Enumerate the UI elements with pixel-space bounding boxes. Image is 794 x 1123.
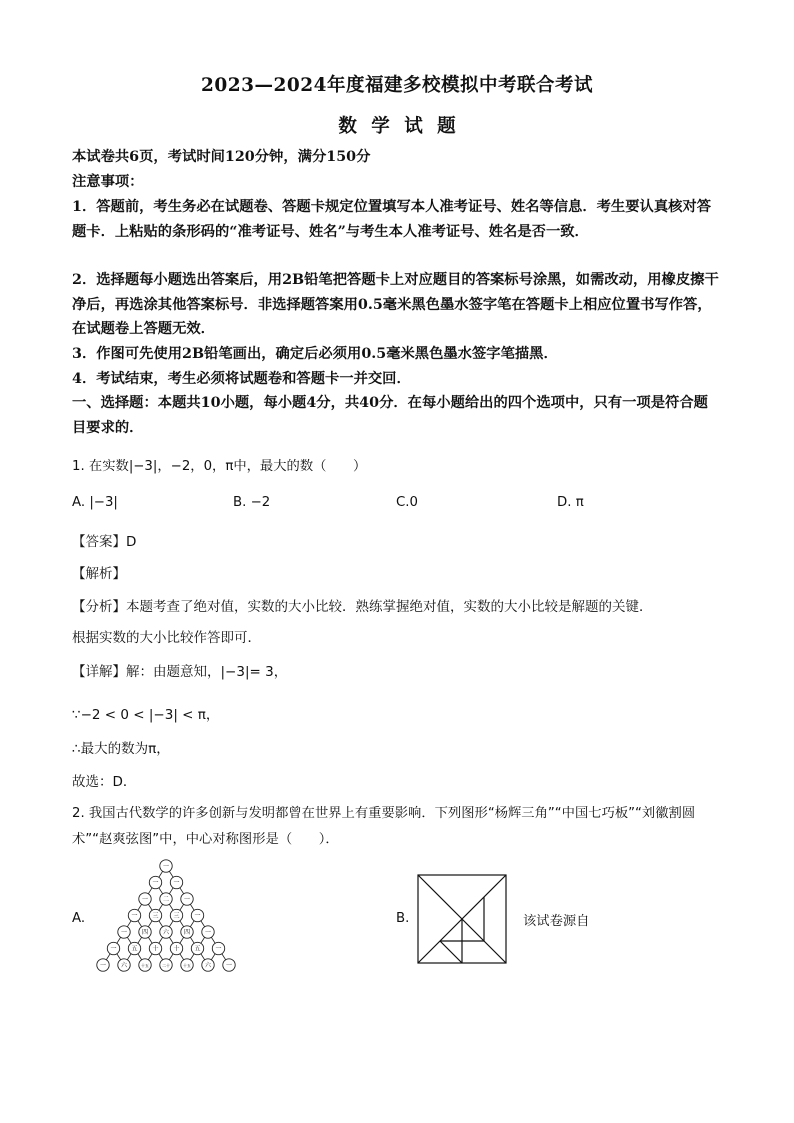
- answer-line: [72, 530, 136, 550]
- question-1-rest: ，−2，0，π中，最大的数（ ）: [157, 459, 367, 474]
- question-1-abs-expr: |−3|: [128, 459, 158, 474]
- option-c-text: 0: [409, 495, 418, 510]
- fenxi-line-2: 根据实数的大小比较作答即可．: [72, 630, 261, 646]
- option-d-text: π: [575, 495, 584, 510]
- triangle-node-label: 四: [141, 929, 149, 937]
- exam-title: 2023—2024年度福建多校模拟中考联合考试: [201, 75, 593, 96]
- option-d: [557, 495, 584, 510]
- watermark-text: 该试卷源自: [523, 914, 590, 929]
- q2-option-a-label: A.: [72, 911, 86, 926]
- fenxi-tag: 【分析】: [72, 599, 126, 615]
- answer-value: D: [126, 534, 137, 550]
- triangle-node-label: 一: [141, 896, 149, 904]
- analysis-tag: 【解析】: [72, 566, 126, 582]
- option-a: [72, 495, 118, 510]
- triangle-node-label: 一: [152, 879, 159, 887]
- option-b-text: −2: [250, 495, 271, 510]
- triangle-node-label: 一: [99, 962, 107, 970]
- triangle-node-label: 三: [173, 912, 180, 920]
- question-1-prefix: 1. 在实数: [72, 459, 129, 474]
- answer-tag: 【答案】: [72, 534, 126, 550]
- option-b: [233, 495, 270, 510]
- option-c-label: C.: [396, 495, 410, 510]
- triangle-node-label: 一: [162, 863, 170, 871]
- detail-step-1: ∵−2 < 0 < |−3| < π，: [72, 707, 220, 723]
- triangle-node-label: 十五: [183, 963, 191, 969]
- triangle-node-label: 二: [162, 896, 170, 904]
- exam-info: 本试卷共6页，考试时间120分钟，满分150分: [72, 149, 371, 165]
- notice-item-1: 1．答题前，考生务必在试题卷、答题卡规定位置填写本人准考证号、姓名等信息．考生要认真核对答题卡．上粘贴的条形码的“准考证号、姓名”与考生本人准考证号、姓名是否一致．: [72, 199, 712, 240]
- triangle-node-label: 六: [120, 962, 128, 970]
- exam-subtitle: 数 学 试 题: [338, 116, 456, 137]
- yang-hui-triangle-figure: [88, 856, 244, 976]
- triangle-node-label: 十: [173, 945, 180, 953]
- fenxi-text: 本题考查了绝对值，实数的大小比较．熟练掌握绝对值，实数的大小比较是解题的关键．: [126, 599, 653, 615]
- triangle-node-label: 六: [162, 929, 170, 937]
- triangle-node-label: 一: [183, 896, 191, 904]
- triangle-node-label: 十: [152, 945, 159, 953]
- triangle-node-label: 三: [152, 912, 159, 920]
- section-heading: 一、选择题：本题共10小题，每小题4分，共40分．在每小题给出的四个选项中，只有一项是符合题目要求的．: [72, 395, 708, 436]
- detail-choice: 故选：D．: [72, 774, 137, 790]
- option-c: [396, 495, 418, 510]
- option-a-label: A.: [72, 495, 86, 510]
- triangle-node-label: 六: [204, 962, 212, 970]
- detail-tag: 【详解】: [72, 664, 126, 680]
- question-2-stem: 2. 我国古代数学的许多创新与发明都曾在世界上有重要影响．下列图形“杨辉三角”“中国七巧板”“刘徽割圆术”“赵爽弦图”中，中心对称图形是（ ）．: [72, 806, 696, 847]
- triangle-node-label: 一: [194, 912, 201, 920]
- notice-item-2: 2．选择题每小题选出答案后，用2B铅笔把答题卡上对应题目的答案标号涂黑，如需改动，用橡皮擦干净后，再选涂其他答案标号．非选择题答案用0.5毫米黑色墨水签字笔在答题卡上相应位置书写作答，在试题卷上答题无效．: [72, 272, 719, 338]
- triangle-node-label: 一: [215, 945, 222, 953]
- triangle-node-label: 二十: [162, 963, 170, 969]
- notice-item-3: 3．作图可先使用2B铅笔画出，确定后必须用0.5毫米黑色墨水签字笔描黑．: [72, 346, 558, 362]
- detail-step-2: ∴最大的数为π，: [72, 741, 170, 757]
- triangle-node-label: 一: [110, 945, 117, 953]
- tangram-line: [440, 941, 462, 963]
- detail-line: [72, 660, 287, 680]
- triangle-node-label: 一: [204, 929, 212, 937]
- notice-title: 注意事项：: [72, 174, 144, 190]
- triangle-node-label: 一: [225, 962, 233, 970]
- q2-option-b-label: B.: [396, 911, 410, 926]
- triangle-node-label: 一: [131, 912, 138, 920]
- triangle-node-label: 十五: [141, 963, 149, 969]
- tangram-figure: [417, 874, 507, 964]
- tangram-line: [418, 875, 484, 941]
- tangram-line: [484, 941, 506, 963]
- triangle-node-label: 五: [194, 945, 201, 953]
- triangle-node-label: 四: [183, 929, 191, 937]
- fenxi-line: [72, 595, 653, 615]
- triangle-node-label: 一: [173, 879, 180, 887]
- option-d-label: D.: [557, 495, 572, 510]
- option-a-text: |−3|: [89, 495, 118, 510]
- question-1-stem: [72, 455, 366, 474]
- notice-item-4: 4．考试结束，考生必须将试题卷和答题卡一并交回．: [72, 371, 411, 387]
- detail-text: 解：由题意知，|−3|= 3，: [126, 664, 288, 680]
- option-b-label: B.: [233, 495, 247, 510]
- triangle-node-label: 一: [120, 929, 128, 937]
- triangle-node-label: 五: [131, 945, 138, 953]
